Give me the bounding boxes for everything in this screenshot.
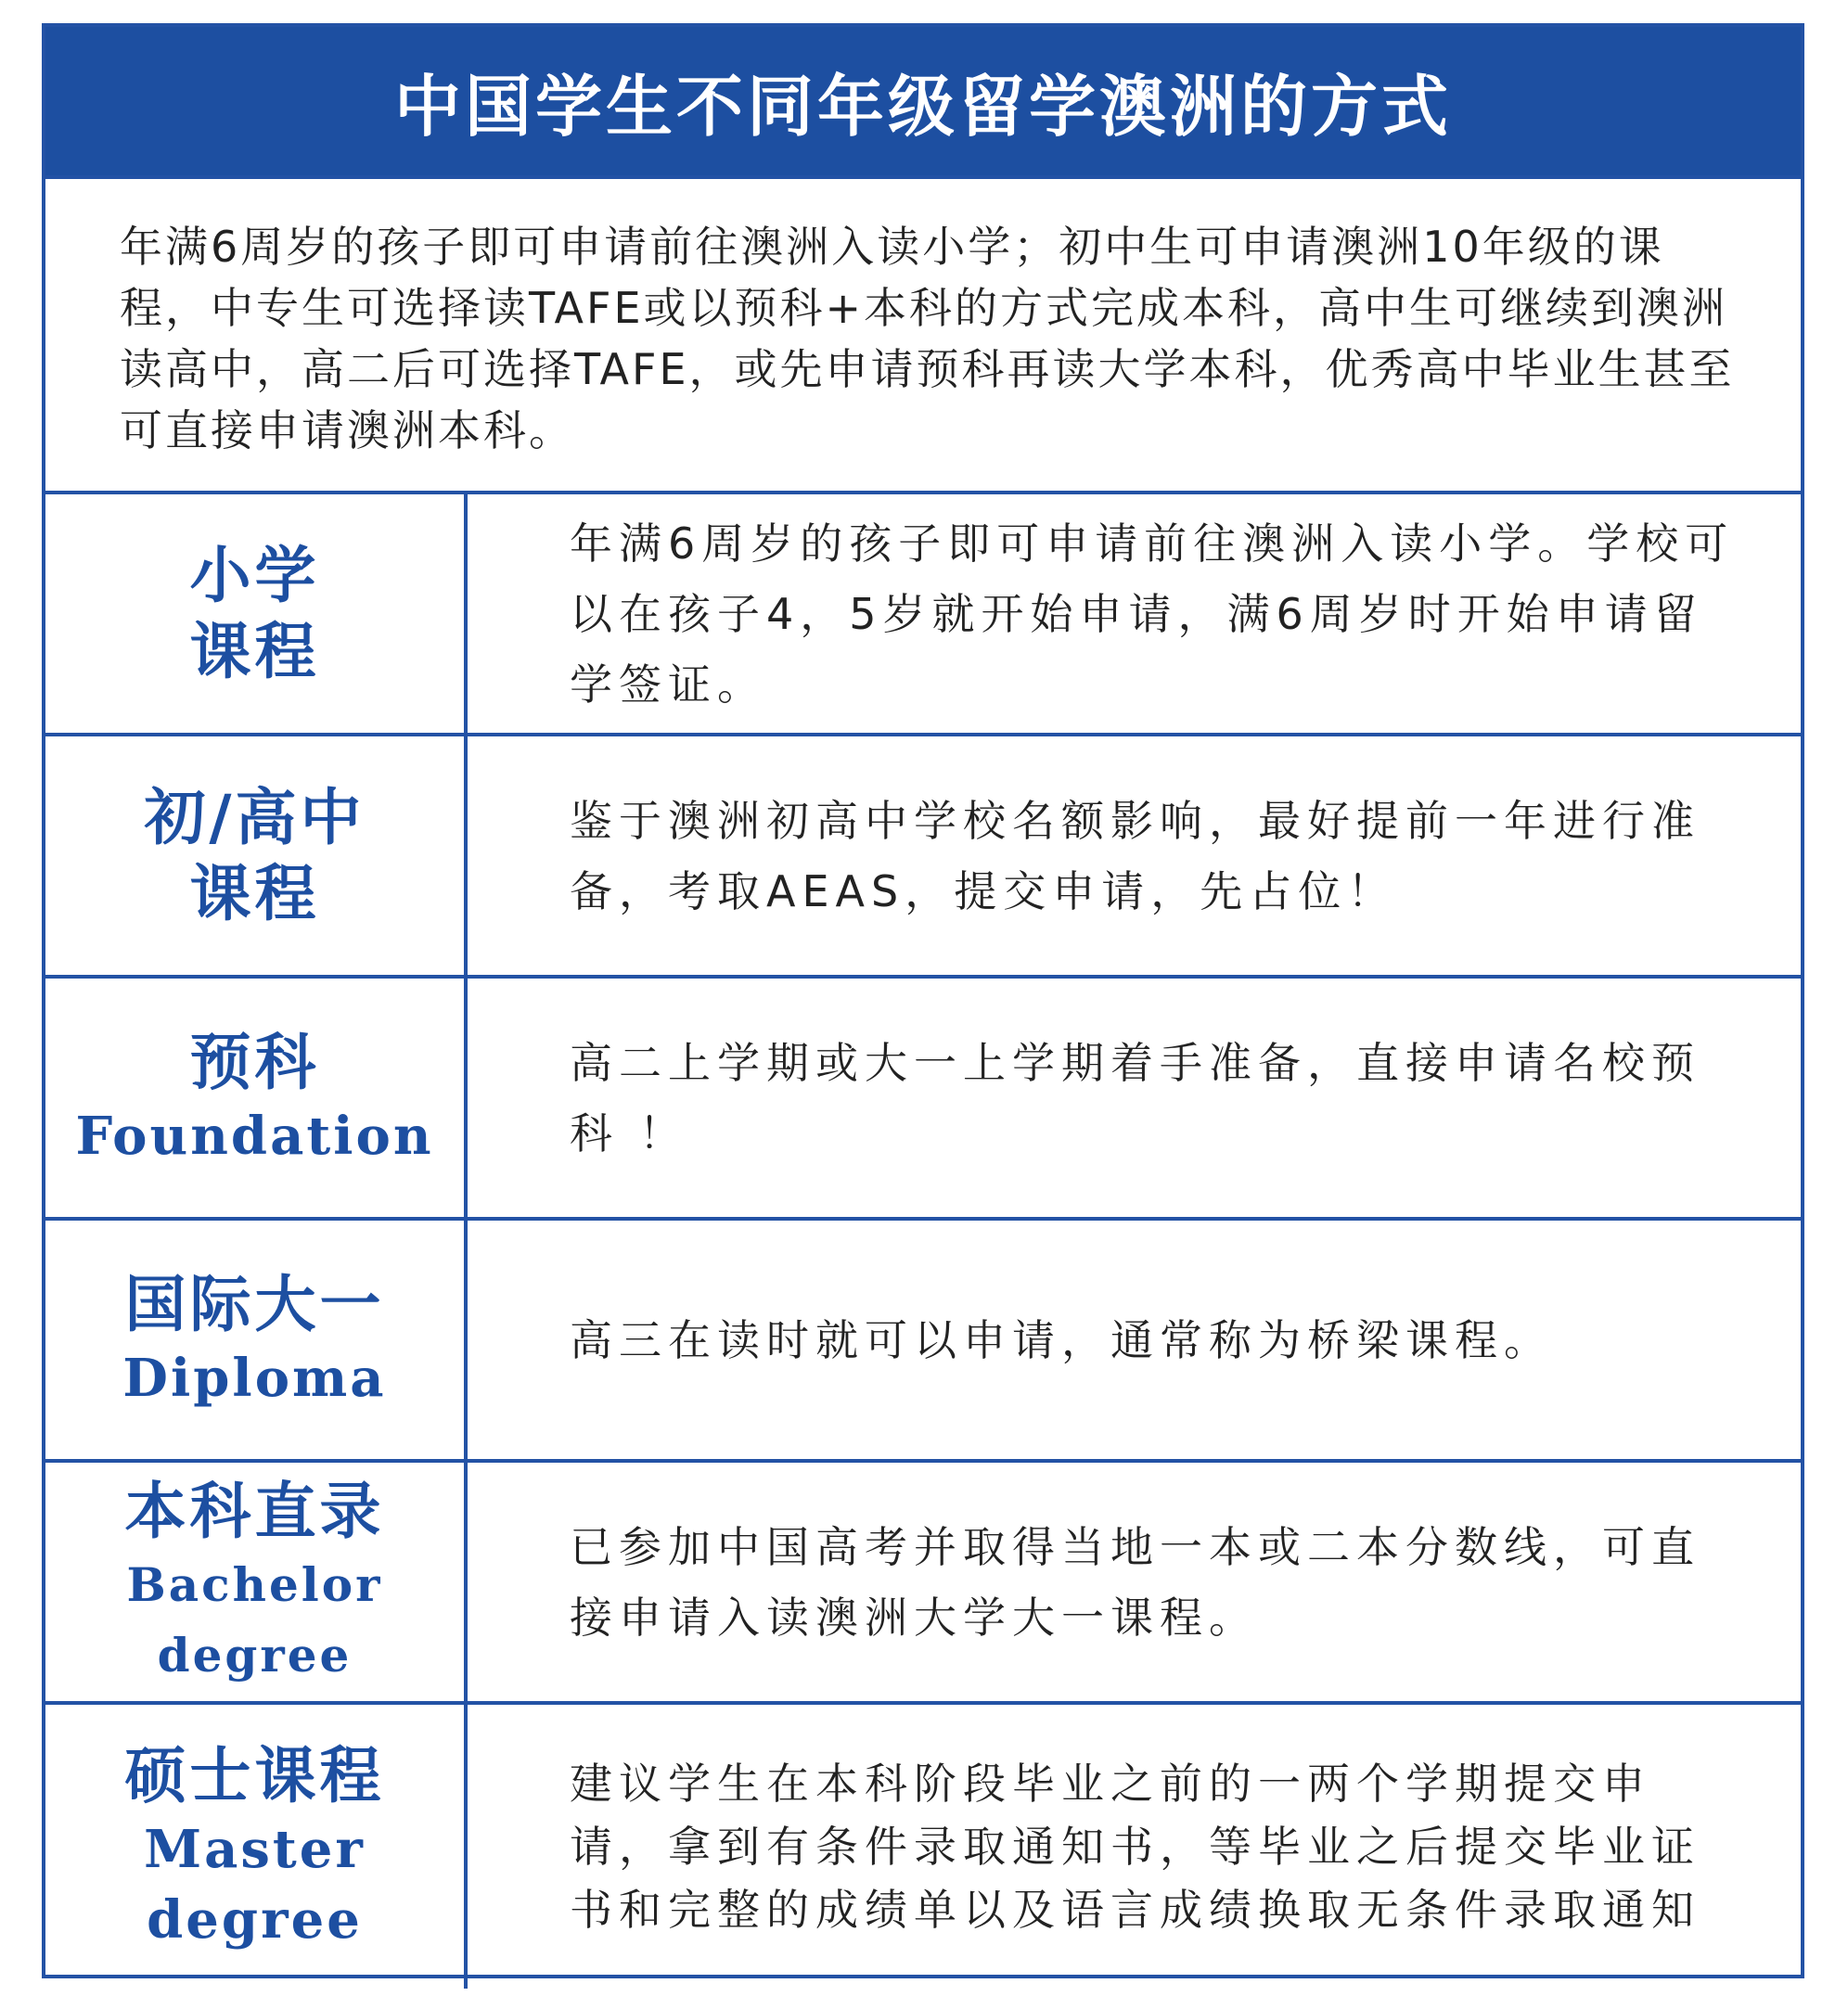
row-description: 已参加中国高考并取得当地一本或二本分数线，可直接申请入读澳洲大学大一课程。	[570, 1521, 1700, 1643]
table-row-bachelor	[45, 1459, 1801, 1701]
row-description: 高二上学期或大一上学期着手准备，直接申请名校预科 ！	[570, 1037, 1700, 1158]
row-description-cell	[468, 1221, 1801, 1459]
row-description-cell	[468, 494, 1801, 733]
row-description-cell	[468, 1463, 1801, 1701]
row-description-cell	[468, 1705, 1801, 1989]
table-row-master	[45, 1701, 1801, 1989]
page-title: 中国学生不同年级留学澳洲的方式	[393, 68, 1452, 146]
row-label-zh-line2: 课程	[189, 615, 320, 687]
table-header	[45, 27, 1801, 175]
row-label-zh: 本科直录	[124, 1475, 385, 1547]
row-description: 鉴于澳洲初高中学校名额影响，最好提前一年进行准备，考取AEAS，提交申请，先占位！	[570, 795, 1700, 916]
row-label-zh: 国际大一	[124, 1268, 385, 1340]
row-label-zh-line1: 初/高中	[144, 781, 366, 853]
table-row-foundation	[45, 975, 1801, 1217]
table-row-primary	[45, 491, 1801, 733]
row-label	[45, 979, 468, 1217]
row-label	[45, 736, 468, 975]
row-label-en: Bachelor degree	[126, 1556, 383, 1683]
table-row-secondary	[45, 733, 1801, 975]
row-label	[45, 1463, 468, 1701]
row-label-zh: 硕士课程	[124, 1740, 385, 1811]
row-description-cell	[468, 979, 1801, 1217]
row-label-en: Master degree	[144, 1819, 366, 1951]
row-label	[45, 1705, 468, 1989]
row-label-zh: 预科	[189, 1026, 320, 1098]
row-label-zh-line1: 小学	[189, 539, 320, 611]
row-label	[45, 494, 468, 733]
row-description: 建议学生在本科阶段毕业之前的一两个学期提交申请，拿到有条件录取通知书，等毕业之后提交毕业证书和完整的成绩单以及语言成绩换取无条件录取通知	[570, 1759, 1700, 1935]
intro-paragraph: 年满6周岁的孩子即可申请前往澳洲入读小学；初中生可申请澳洲10年级的课程，中专生可选择读TAFE或以预科+本科的方式完成本科，高中生可继续到澳洲读高中，高二后可选择TAFE，或先申请预科再读大学本科，优秀高中毕业生甚至可直接申请澳洲本科。	[45, 175, 1801, 491]
table-row-diploma	[45, 1217, 1801, 1459]
row-description: 高三在读时就可以申请，通常称为桥梁课程。	[570, 1314, 1553, 1365]
row-description-cell	[468, 736, 1801, 975]
row-label-en: Diploma	[122, 1347, 387, 1409]
row-label	[45, 1221, 468, 1459]
row-label-zh-line2: 课程	[189, 857, 320, 929]
row-description: 年满6周岁的孩子即可申请前往澳洲入读小学。学校可以在孩子4，5岁就开始申请，满6周岁时开始申请留学签证。	[570, 518, 1735, 710]
comparison-table	[42, 23, 1804, 1978]
row-label-en: Foundation	[75, 1105, 434, 1167]
